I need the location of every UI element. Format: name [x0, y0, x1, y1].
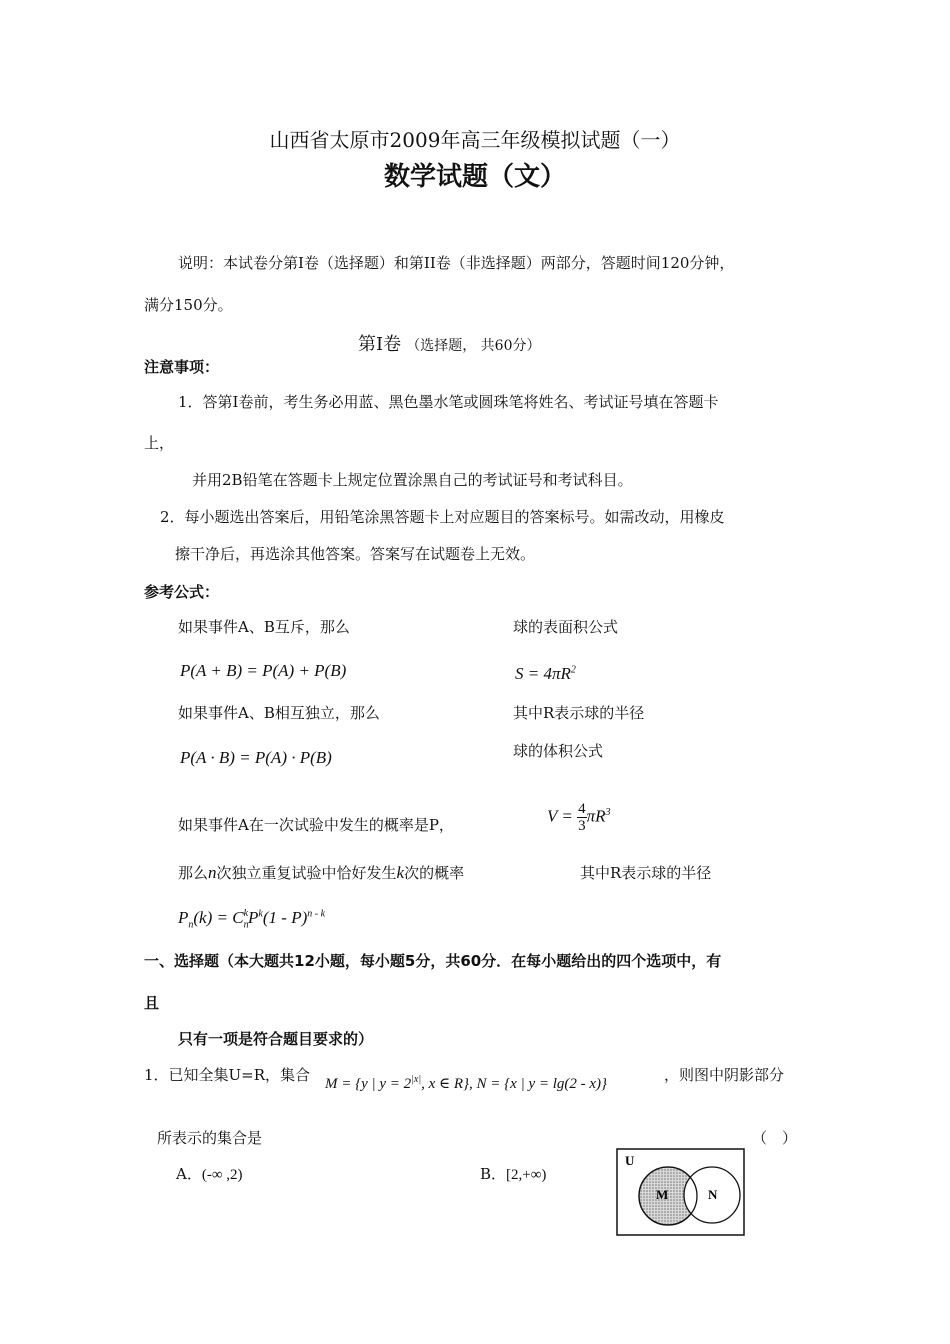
note-1-line-3: 并用2B铅笔在答题卡上规定位置涂黑自己的考试证号和考试科目。: [192, 471, 633, 489]
binom-tail-sup: n - k: [307, 908, 326, 920]
sphere-vol-fraction: [577, 801, 587, 834]
repeat-text-b: 次独立重复试验中恰好发生: [216, 864, 397, 882]
mutex-formula: P(A + B) = P(A) + P(B): [180, 661, 347, 680]
notes-heading: 注意事项：: [144, 358, 220, 376]
q1-option-b-label: B．: [480, 1165, 507, 1183]
venn-label-u: U: [625, 1153, 635, 1168]
volume-heading: [358, 330, 540, 356]
binomial-formula: [178, 908, 325, 930]
binom-p: P: [178, 908, 189, 927]
q1-stem-a: 1．已知全集U=R，集合: [144, 1066, 311, 1084]
q1-set-exp: |x|: [411, 1074, 422, 1085]
intro-line-2: 满分150分。: [144, 296, 233, 314]
independent-formula: P(A · B) = P(A) · P(B): [180, 748, 332, 767]
section-1-heading-line-1: 一、选择题（本大题共12小题，每小题5分，共60分．在每小题给出的四个选项中，有: [144, 952, 722, 970]
q1-option-b[interactable]: [480, 1163, 546, 1184]
sphere-vol-sup: 3: [605, 806, 611, 818]
note-1-line-2: 上，: [144, 434, 175, 452]
probability-text: 如果事件A在一次试验中发生的概率是P，: [178, 816, 454, 834]
sphere-vol-den: 3: [578, 818, 586, 834]
sphere-area-sup: 2: [570, 664, 576, 676]
note-2-line-1: 2．每小题选出答案后，用铅笔涂黑答题卡上对应题目的答案标号。如需改动，用橡皮: [160, 508, 725, 526]
repeat-n: n: [208, 863, 217, 882]
volume-note: （选择题， 共60分）: [406, 338, 541, 354]
question-1-stem: [144, 1064, 310, 1085]
sphere-vol-num: 4: [578, 801, 586, 817]
venn-label-n: N: [708, 1187, 718, 1202]
q1-stem-b: ，则图中阴影部分: [664, 1066, 785, 1084]
q1-set-formula: [325, 1074, 607, 1093]
q1-set-body: M = {y | y = 2: [325, 1076, 412, 1092]
binom-c-sup: k: [243, 908, 249, 920]
sphere-vol-rhs: πR: [586, 806, 606, 826]
q1-set-body-b: , x ∈ R}, N = {x | y = lg(2 - x)}: [421, 1076, 608, 1092]
q1-option-a-label: A．: [176, 1165, 202, 1183]
q1-option-a-value: (-∞ ,2): [201, 1167, 243, 1183]
independent-text: 如果事件A、B相互独立，那么: [178, 704, 380, 722]
repeat-k: k: [396, 863, 405, 882]
binom-p2: P: [248, 908, 259, 927]
section-1-heading-line-3: 只有一项是符合题目要求的）: [178, 1030, 374, 1048]
note-1-line-1: 1．答第Ⅰ卷前，考生务必用蓝、黑色墨水笔或圆珠笔将姓名、考试证号填在答题卡: [178, 393, 719, 411]
repeat-text-c: 次的概率: [404, 864, 465, 882]
repeat-text-a: 那么: [178, 864, 209, 882]
sphere-area-text: 球的表面积公式: [513, 618, 619, 636]
binom-p2-sup: k: [258, 908, 263, 920]
binom-tail: (1 - P): [262, 908, 308, 927]
sphere-area-formula: [515, 664, 576, 684]
section-1-heading-line-2: 且: [144, 994, 160, 1012]
formulas-heading: 参考公式：: [144, 583, 220, 601]
venn-diagram: [616, 1148, 746, 1238]
venn-label-m: M: [656, 1187, 669, 1202]
exam-title: 数学试题（文）: [383, 162, 566, 192]
sphere-vol-lhs: V =: [547, 806, 573, 826]
binom-c-sub: n: [243, 919, 249, 931]
intro-line-1: 说明：本试卷分第Ⅰ卷（选择题）和第II卷（非选择题）两部分，答题时间120分钟，: [178, 254, 735, 272]
q1-answer-bracket: （ ）: [752, 1129, 798, 1147]
q1-stem-c: 所表示的集合是: [157, 1129, 263, 1147]
repeat-trials-text: [178, 862, 464, 883]
volume-label: 第Ⅰ卷: [358, 334, 402, 355]
q1-option-a[interactable]: [176, 1163, 243, 1184]
binom-rest: (k) = C: [193, 908, 244, 927]
note-2-line-2: 擦干净后，再选涂其他答案。答案写在试题卷上无效。: [175, 545, 536, 563]
radius-note-2: 其中R表示球的半径: [580, 864, 712, 882]
mutex-text: 如果事件A、B互斥，那么: [178, 618, 350, 636]
q1-option-b-value: [2,+∞): [506, 1167, 547, 1183]
sphere-area-body: S = 4πR: [515, 664, 571, 683]
exam-subtitle: 山西省太原市2009年高三年级模拟试题（一）: [269, 128, 681, 152]
binom-n-sub: n: [188, 919, 194, 931]
radius-note-1: 其中R表示球的半径: [513, 704, 645, 722]
sphere-volume-formula: [547, 801, 610, 834]
sphere-volume-text: 球的体积公式: [513, 742, 604, 760]
